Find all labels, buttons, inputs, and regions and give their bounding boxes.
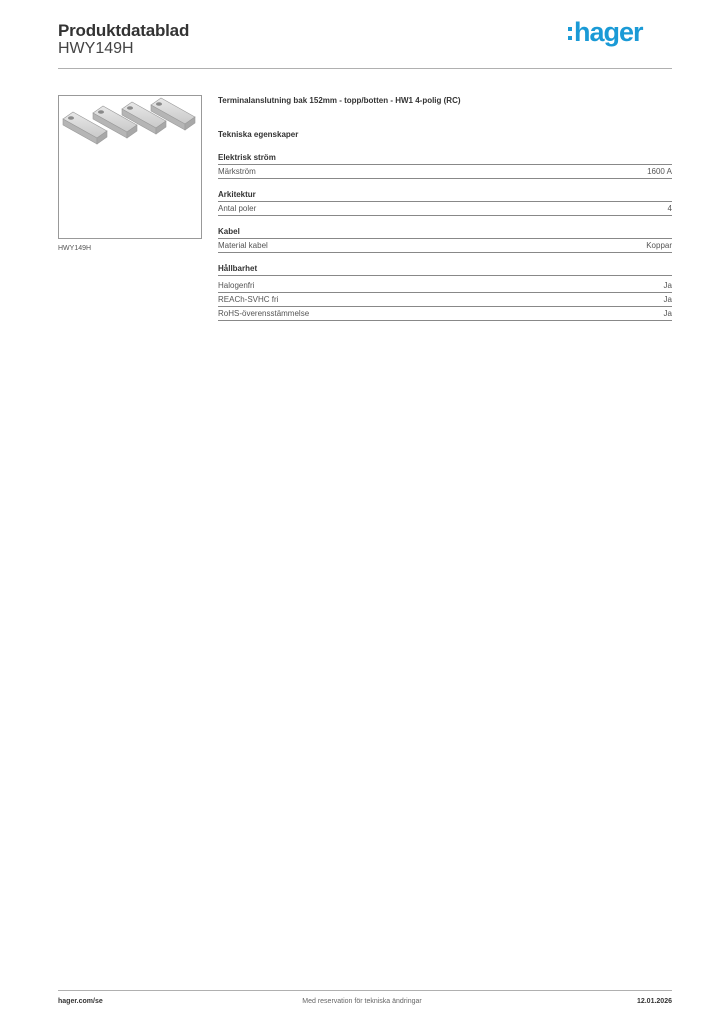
- spec-label: Märkström: [218, 167, 256, 176]
- document-title: Produktdatablad: [58, 21, 190, 40]
- spec-row: [218, 165, 672, 179]
- spec-value: Ja: [663, 281, 672, 290]
- spec-value: 1600 A: [647, 167, 672, 176]
- spec-label: REACh-SVHC fri: [218, 295, 279, 304]
- spec-value: Ja: [663, 295, 672, 304]
- product-title: Terminalanslutning bak 152mm - topp/botten - HW1 4-polig (RC): [218, 96, 461, 105]
- footer-divider: [58, 990, 672, 991]
- tech-specs-heading: Tekniska egenskaper: [218, 130, 299, 139]
- spec-row: [218, 279, 672, 293]
- spec-row: [218, 239, 672, 253]
- spec-row: [218, 202, 672, 216]
- terminal-bars-illustration: [59, 96, 201, 238]
- spec-value: Ja: [663, 309, 672, 318]
- footer-date: 12.01.2026: [636, 998, 672, 1005]
- section-cable: [218, 226, 672, 253]
- section-electrical: [218, 152, 672, 179]
- section-heading: Hållbarhet: [218, 263, 672, 276]
- spec-label: Antal poler: [218, 204, 257, 213]
- spec-label: RoHS-överensstämmelse: [218, 309, 310, 318]
- section-heading: Arkitektur: [218, 189, 672, 202]
- logo-text: hager: [574, 17, 643, 47]
- footer-disclaimer: Med reservation för tekniska ändringar: [302, 998, 422, 1005]
- header-divider: [58, 68, 672, 69]
- spec-value: Koppar: [646, 241, 672, 250]
- footer-website-link[interactable]: hager.com/se: [58, 998, 103, 1005]
- section-architecture: [218, 189, 672, 216]
- spec-row: [218, 293, 672, 307]
- hager-logo: [568, 17, 643, 47]
- spec-value: 4: [667, 204, 672, 213]
- product-code: HWY149H: [58, 40, 134, 57]
- spec-label: Halogenfri: [218, 281, 255, 290]
- section-sustainability: [218, 263, 672, 321]
- section-heading: Elektrisk ström: [218, 152, 672, 165]
- product-image: [58, 95, 202, 239]
- image-caption: HWY149H: [58, 245, 92, 252]
- spec-row: [218, 307, 672, 321]
- logo-colon-icon: [568, 27, 572, 40]
- spec-label: Material kabel: [218, 241, 268, 250]
- product-details: [218, 95, 672, 321]
- section-heading: Kabel: [218, 226, 672, 239]
